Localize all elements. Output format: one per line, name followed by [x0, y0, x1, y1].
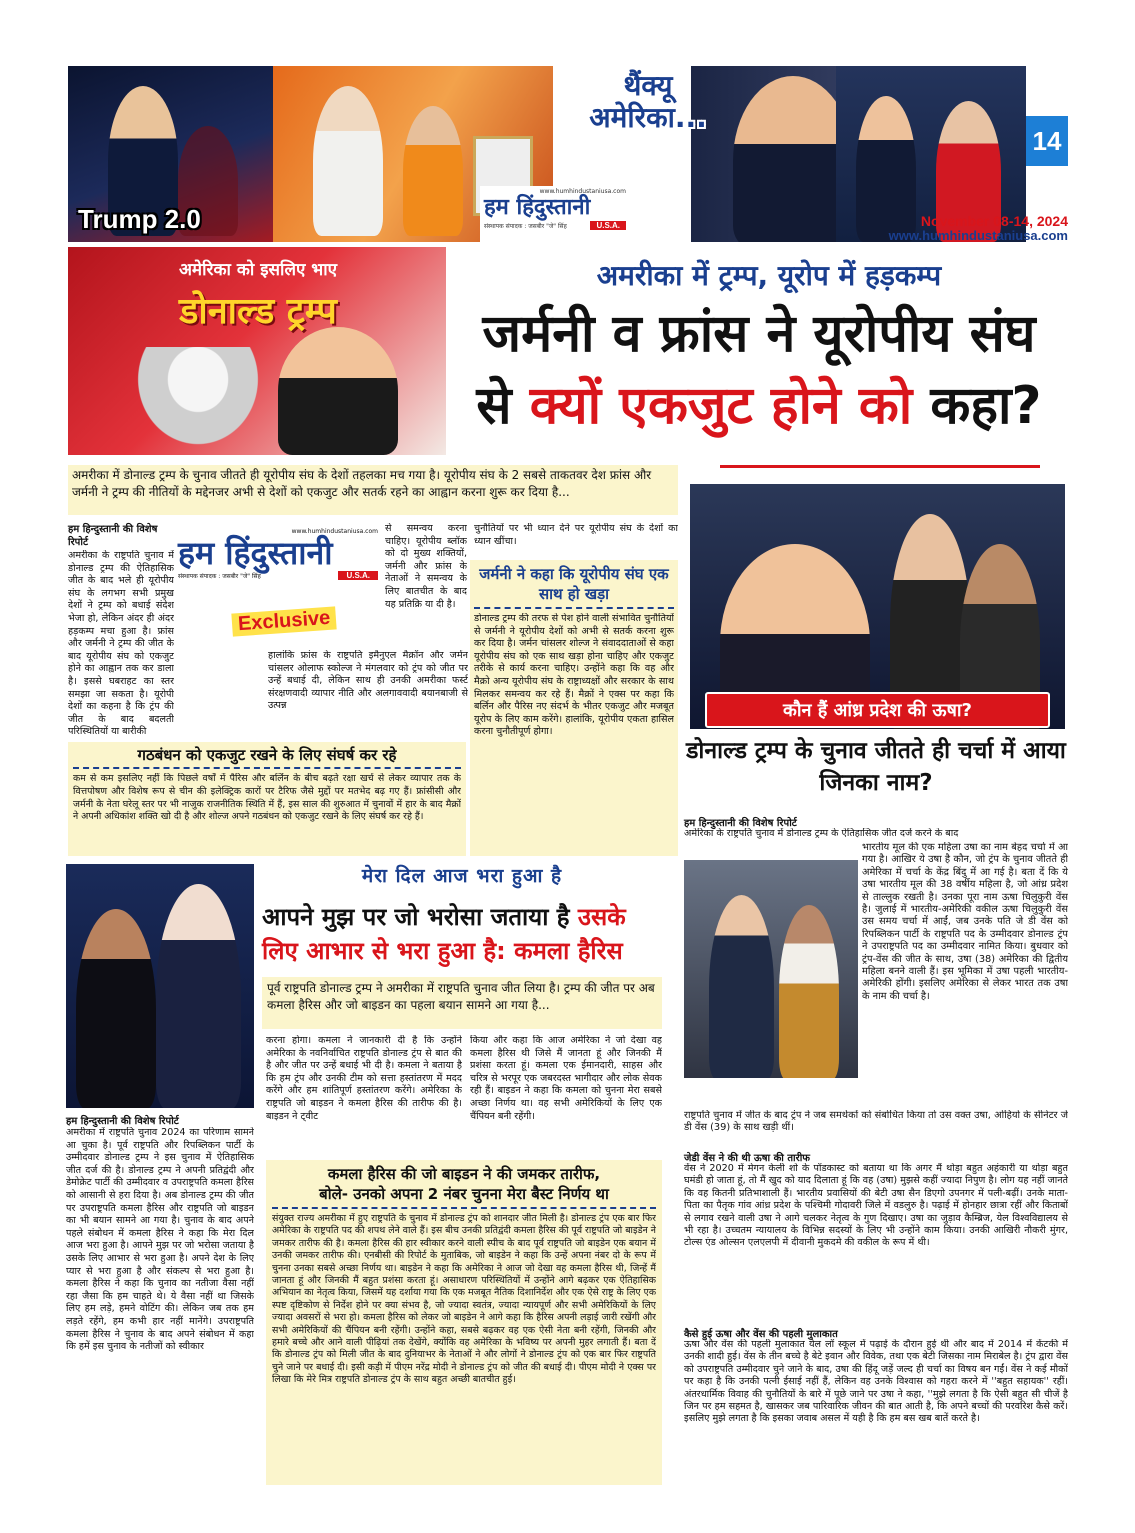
germany-box [470, 560, 678, 856]
main-col-3-top: चुनौतियों पर भी ध्यान देने पर यूरोपीय संघ के देशों का ध्यान खींचा। [474, 523, 678, 547]
harris-summary: पूर्व राष्ट्रपति डोनाल्ड ट्रम्प ने अमरीका में राष्ट्रपति चुनाव जीत लिया है। ट्रम्प की जीत पर अब कमला हैरिस और जो बाइडन का पहला बयान सामने आ गया है... [262, 977, 662, 1029]
harris-col-3: किया और कहा कि आज अमेरिका ने जो देखा वह कमला हैरिस थी जिसे मैं जानता हूं और जिनकी मैं प्रशंसा करता हूं। कमला एक ईमानदारी, साहस और चरित्र से भरपूर एक जबरदस्त भागीदार और लोक सेवक रही हैं। बाइडन ने कहा कि कमला को चुनना मेरा सबसे अच्छा निर्णय था। वह सभी अमेरिकियों के लिए एक चैंपियन बनी रहेंगी। [470, 1035, 662, 1122]
usha-para-1: राष्ट्रपति चुनाव में जीत के बाद ट्रंप ने जब समर्थकों को संबोधित किया तो उस वक्त उषा, ओहियो के सीनेटर जे डी वेंस (39) के साथ खड़ी थीं। [684, 1110, 1068, 1134]
biden-praise-box [266, 1160, 662, 1485]
logo-usa: U.S.A. [590, 221, 626, 230]
harris-biden-photo [66, 864, 254, 1108]
page-number-tab [1026, 116, 1068, 166]
main-col-1: अमरीका के राष्ट्रपति चुनाव में डोनाल्ड ट्रम्प की ऐतिहासिक जीत के बाद भले ही यूरोपीय संघ के लगभग सभी प्रमुख देशों ने ट्रम्प को बधाई संदेश भेजा हो, लेकिन अंदर ही अंदर हड़कम्प मचा हुआ है। फ्रांस और जर्मनी ने ट्रम्प की जीत के बाद यूरोपीय संघ को एकजुट होने का आह्वान तक कर डाला है। इससे घबराहट का स्तर समझा जा सकता है। यूरोपी देशों का कहना है कि ट्रंप की जीत के बाद बदलती परिस्थितियों या बारीकी [68, 550, 174, 738]
trump-2-label: Trump 2.0 [78, 204, 201, 234]
main-subhead: अमरीका में ट्रम्प, यूरोप में हड़कम्प [596, 259, 942, 292]
logo-wordmark: हम हिंदुस्तानी [484, 195, 591, 220]
usha-para-3: ऊषा और वेंस की पहली मुलाकात येल लॉ स्कूल में पढ़ाई के दौरान हुई थी और बाद में 2014 में केंटकी में उनकी शादी हुई। वेंस के तीन बच्चे है बेटे इवान और विवेक, तथा एक बेटी जिसका नाम मिराबेल है। ट्रंप द्वारा वेंस को उपराष्ट्रपति उम्मीदवार चुने जाने के बाद, उषा की हिंदू जड़ें जल्द ही चर्चा का विषय बन गईं। वेंस ने कई मौकों पर कहा है कि उनकी पत्नी ईसाई नहीं हैं, लेकिन वह उनके विश्वास को गहरा करने में ''बहुत सहायक'' रहीं। अंतरधार्मिक विवाह की चुनौतियों के बारे में पूछे जाने पर उषा ने कहा, ''मुझे लगता है कि ऐसी बहुत सी चीजें है जिन पर हम सहमत है, खासकर जब पारिवारिक जीवन की बात आती है, कि अपने बच्चों की परवरिश कैसे करें। इसलिए मुझे लगता है कि इसका जवाब असल में यही है कि हम बस खब बातें करते है। [684, 1339, 1068, 1425]
usha-intro: अमेरिका के राष्ट्रपति चुनाव में डोनाल्ड ट्रम्प के ऐतिहासिक जीत दर्ज करने के बाद [684, 828, 959, 839]
usha-subhead-2: जेडी वेंस ने की थी ऊषा की तारीफ [684, 1153, 811, 1164]
harris-byline: हम हिन्दुस्तानी की विशेष रिपोर्ट [66, 1116, 179, 1127]
inline-logo-wordmark: हम हिंदुस्तानी [178, 534, 333, 572]
logo-url: www.humhindustaniusa.com [539, 188, 626, 195]
usha-wrap-text: भारतीय मूल की एक महिला उषा का नाम बेहद चर्चा में आ गया है। आखिर ये उषा है कौन, जो ट्रंप के चुनाव जीतते ही अमेरिका में चर्चा के केंद्र बिंदु में आ गई है। बता दें कि ये उषा भारतीय मूल की 38 वर्षीय महिला है, जो आंध्र प्रदेश से ताल्लुक रखती है। उनका पूरा नाम ऊषा चिलुकुरी वेंस है। जुलाई में भारतीय-अमेरिकी वकील ऊषा चिलुकुरी वेंस उस समय चर्चा में आईं, जब उनके पति जे डी वेंस को रिपब्लिकन पार्टी के राष्ट्रपति पद के उम्मीदवार डोनाल्ड ट्रंप ने उपराष्ट्रपति पद का उम्मीदवार नामित किया। बुधवार को ट्रंप-वेंस की जीत के साथ, उषा (38) अमेरिका की द्वितीय महिला बनने वाली हैं। इस भूमिका में उषा पहली भारतीय-अमेरिकी होंगी। इसलिए अमेरिका से लेकर भारत तक उषा के नाम की चर्चा है। [862, 842, 1068, 1002]
feature-kicker: अमेरिका को इसलिए भाए [178, 260, 338, 280]
thanks-caption [573, 70, 723, 134]
main-byline: हम हिन्दुस्तानी की विशेष रिपोर्ट [68, 524, 158, 548]
usha-byline: हम हिन्दुस्तानी की विशेष रिपोर्ट [684, 818, 797, 829]
usha-subhead-3: कैसे हुई ऊषा और वेंस की पहली मुलाकात [684, 1329, 838, 1340]
biden-praise-heading: कमला हैरिस की जो बाइडन ने की जमकर तारीफ, बोले- उनको अपना 2 नंबर चुनना मेरा बैस्ट निर्णय था [272, 1164, 656, 1209]
harris-col-1: अमरीका में राष्ट्रपति चुनाव 2024 का परिणाम सामने आ चुका है। पूर्व राष्ट्रपति और रिपब्लिकन पार्टी के उम्मीदवार डोनाल्ड ट्रम्प ने इस चुनाव में ऐतिहासिक जीत दर्ज की है। डोनाल्ड ट्रम्प ने अपनी प्रतिद्वंदी और डेमोक्रेट पार्टी की उम्मीदवार व उपराष्ट्रपति कमला हैरिस को आसानी से हरा दिया है। अब डोनाल्ड ट्रम्प की जीत पर उपराष्ट्रपति कमला हैरिस और राष्ट्रपति जो बाइडन का भी बयान सामने आ गया है। चुनाव के बाद अपने पहले संबोधन में कमला हैरिस ने कहा कि मेरा दिल आज भरा हुआ है। आपने मुझ पर जो भरोसा जताया है उसके लिए आभार से भरा हुआ है। अपने देश के लिए प्यार से भरा हुआ है और संकल्प से भरा हुआ है। कमला हैरिस ने कहा कि चुनाव का नतीजा वैसा नहीं रहा जैसा कि हम चाहते थे। ये वैसा नहीं था जिसके लिए हम लड़े, हमने वोटिंग की। लेकिन जब तक हम लड़ते रहेंगे, हम कभी हार नहीं मानेंगे। उपराष्ट्रपति कमला हैरिस ने चुनाव के बाद अपने संबोधन में कहा कि हमें इस चुनाव के नतीजों को स्वीकार [66, 1127, 254, 1353]
alliance-band [68, 742, 466, 856]
masthead-logo [480, 186, 630, 242]
exclusive-badge: Exclusive [231, 606, 337, 636]
usha-headline: डोनाल्ड ट्रम्प के चुनाव जीतते ही चर्चा में आया जिनका नाम? [686, 738, 1066, 796]
germany-box-heading: जर्मनी ने कहा कि यूरोपीय संघ एक साथ हो खड़ा [474, 564, 674, 609]
feature-name: डोनाल्ड ट्रम्प [179, 291, 337, 332]
trump-portrait [278, 327, 398, 455]
germany-box-text: डोनाल्ड ट्रम्प की तरफ से पेश होने वाली संभावित चुनौतियों से जर्मनी ने यूरोपीय देशों को अभी से सतर्क करना शुरू कर दिया है। जर्मन चांसलर शोल्ज ने संवाददाताओं से कहा यूरोपीय संघ को एक साथ खड़ा होना चाहिए और एकजुट तरीके से कार्य करना चाहिए। उन्होंने कहा कि वह और मैक्रो अन्य यूरोपीय संघ के राष्ट्राध्यक्षों और सरकार के साथ मिलकर समन्वय कर रहे हैं। मैक्रों ने एक्स पर कहा कि बर्लिन और पैरिस नए संदर्भ के भीतर एकजुट और मजबूत यूरोप के लिए काम करेंगे। हालांकि, यूरोपीय एकता हासिल करना चुनौतीपूर्ण होगा। [474, 613, 674, 738]
website-link[interactable]: www.humhindustaniusa.com [888, 228, 1068, 243]
page-number: 14 [1032, 125, 1062, 156]
main-col-2: हालांकि फ्रांस के राष्ट्रपति इमैनुएल मैक्रॉन और जर्मन चांसलर ओलाफ स्कोल्ज ने मंगलवार को ट्रंप को जीत पर उन्हें बधाई दी, लेकिन साथ ही उनकी अमरीका फर्स्ट संरक्षणवादी व्यापार नीति और अलगाववादी बयानबाजी से उत्पन्न [268, 650, 468, 712]
usha-para-2: वेंस ने 2020 में मेगन केली शो के पॉडकास्ट को बताया था कि अगर मैं थोड़ा बहुत अहंकारी या थोड़ा बहुत घमंडी हो जाता हूं, तो मैं खुद को याद दिलाता हूं कि वह (उषा) मुझसे कहीं ज्यादा निपुण है। लोग यह नहीं जानते कि वह कितनी प्रतिभाशाली हैं। भारतीय प्रवासियों की बेटी उषा सैन डिएगो उपनगर में पली-बढ़ीं। उनके माता-पिता का पैतृक गांव आंध्र प्रदेश के पश्चिमी गोदावरी जिले में वडलुरु है। पढ़ाई में होनहार छात्रा रहीं और किताबों से लगाव रखने वाली उषा ने आगे चलकर नेतृत्व के गुण दिखाए। उषा का जुड़ाव कैम्ब्रिज, येल विश्वविद्यालय से भी रहा है। उच्चतम न्यायालय के विभिन्न सदस्यों के लिए भी उन्होंने काम किया। उनकी आखिरी नौकरी मुंगर, टोल्स एंड ओल्सन एलएलपी में दीवानी मुकदमे की वकील के रूप में थी। [684, 1163, 1068, 1249]
inline-logo: www.humhindustaniusa.com हम हिंदुस्तानी संस्थापक संपादक : जसबीर "जे" सिंह U.S.A. [178, 528, 378, 580]
issue-date: November 08-14, 2024 [920, 213, 1068, 229]
main-col-2-top: से समन्वय करना चाहिए। यूरोपीय ब्लॉक को दो मुख्य शक्तियों, जर्मनी और फ्रांस के नेताओं ने समन्वय के लिए बातचीत के बाद यह प्रतिक्रि या दी है। [385, 523, 467, 610]
biden-praise-text: संयुक्त राज्य अमरीका में हुए राष्ट्रपति के चुनाव में डोनाल्ड ट्रंप को शानदार जीत मिली है। डोनाल्ड ट्रंप एक बार फिर अमेरिका के राष्ट्रपति पद की शपथ लेने वाले हैं। इस बीच उनकी प्रतिद्वंदी कमला हैरिस की पूर्व राष्ट्रपति जो बाइडेन ने जमकर तारीफ की है। कमला हैरिस की हार स्वीकार करने वाली स्पीच के बाद पूर्व राष्ट्रपति जो बाइडेन एक बयान में उनकी जमकर तारीफ की। एनबीसी की रिपोर्ट के मुताबिक, जो बाइडेन ने कहा कि उन्हें अपना नंबर दो के रूप में चुनना उनका सबसे अच्छा निर्णय था। बाइडेन ने कहा कि अमेरिका ने आज जो देखा वह कमला हैरिस थी, जिन्हें मैं जानता हूं और जिनकी मैं बहुत प्रशंसा करता हूं। असाधारण परिस्थितियों में उन्होंने आगे बढ़कर एक ऐतिहासिक अभियान का नेतृत्व किया, जिसमें यह दर्शाया गया कि एक मजबूत नैतिक दिशानिर्देश और एक ऐसे राष्ट्र के लिए एक स्पष्ट दृष्टिकोण से निर्देश होने पर क्या संभव है, जो ज्यादा स्वतंत्र, ज्यादा न्यायपूर्ण और सभी अमेरिकियों के लिए ज्यादा अवसरों से भरा हो। कमला हैरिस को लेकर जो बाइडेन ने आगे कहा कि हैरिस अपनी लड़ाई जारी रखेंगी और सभी अमेरिकियों की चैंपियन बनी रहेंगी। उन्होंने कहा, सबसे बढ़कर वह एक ऐसी नेता बनी रहेंगी, जिनकी और हमारे बच्चे और आने वाली पीढ़ियां तक देखेंगे, क्योंकि वह अमेरिका के भविष्य पर अपनी मुहर लगाती हैं। बता दें कि डोनाल्ड ट्रंप को मिली जीत के बाद दुनियाभर के नेताओं ने और लोगों ने डोनाल्ड ट्रंप को एक बार फिर राष्ट्रपति चुने जाने पर बधाई दी। इसी कड़ी में पीएम नरेंद्र मोदी ने डोनाल्ड ट्रंप को जीत की बधाई दी। पीएम मोदी ने एक्स पर लिखा कि मेरे मित्र राष्ट्रपति डोनाल्ड ट्रंप के साथ बहुत अच्छी बातचीत हुई। [272, 1213, 656, 1386]
main-headline [450, 298, 1068, 442]
harris-kicker: मेरा दिल आज भरा हुआ है [361, 865, 563, 887]
main-summary: अमरीका में डोनाल्ड ट्रम्प के चुनाव जीतते ही यूरोपीय संघ के देशों तहलका मच गया है। यूरोपीय संघ के 2 सबसे ताकतवर देश फ्रांस और जर्मनी ने ट्रम्प की नीतियों के मद्देनजर अभी से देशों को एकजुट और सतर्क रहने का आह्वान करना शुरू कर दिया है... [68, 465, 678, 515]
headline-line-1: जर्मनी व फ्रांस ने यूरोपीय संघ [482, 304, 1036, 364]
usha-vance-photo [684, 860, 858, 1078]
usha-tag: कौन हैं आंध्र प्रदेश की ऊषा? [705, 692, 1050, 728]
capitol-graphic [128, 347, 268, 455]
alliance-text: कम से कम इसलिए नहीं कि पिछले वर्षों में पैरिस और बर्लिन के बीच बढ़ते रक्षा खर्च से लेकर व्यापार तक के वित्तपोषण और विशेष रूप से चीन की इलेक्ट्रिक कारों पर टैरिफ जैसे मुद्दों पर मतभेद बढ़ गए हैं। फ्रांसीसी और जर्मनी के नेता घरेलू स्तर पर भी नाजुक राजनीतिक स्थिति में हैं, इस साल की शुरुआत में चुनावों में हार के बाद मैक्रों ने अपनी अधिकांश शक्ति खो दी है और शोल्ज अपने गठबंधन को एकजुट रखने के लिए संघर्ष कर रहे हैं। [73, 773, 461, 823]
harris-headline-line-1: आपने मुझ पर जो भरोसा जताया है उसके [262, 903, 626, 931]
feature-trump-poster [68, 247, 446, 455]
harris-headline [262, 900, 662, 968]
thanks-line-1: थैंक्यू [623, 69, 673, 102]
thanks-line-2: अमेरिका... [589, 101, 707, 134]
alliance-heading: गठबंधन को एकजुट रखने के लिए संघर्ष कर रहे [73, 745, 461, 769]
harris-col-2: करना होगा। कमला ने जानकारी दी है कि उन्होंने अमेरिका के नवनिर्वाचित राष्ट्रपति डोनाल्ड ट्रंप से बात की है और जीत पर उन्हें बधाई भी दी है। कमला ने बताया है कि हम ट्रंप और उनकी टीम को सत्ता हस्तांतरण में मदद करेंगे और हम शांतिपूर्ण हस्तांतरण करेंगे। अमेरिका के राष्ट्रपति जो बाइडन ने कमला हैरिस की तारीफ की है। बाइडन ने ट्वीट [266, 1035, 462, 1122]
logo-editor: संस्थापक संपादक : जसबीर "जे" सिंह [484, 222, 567, 230]
harris-headline-line-2: लिए आभार से भरा हुआ है: कमला हैरिस [262, 937, 623, 965]
headline-rule [720, 465, 1040, 468]
headline-line-2: से क्यों एकजुट होने को कहा? [476, 376, 1042, 436]
